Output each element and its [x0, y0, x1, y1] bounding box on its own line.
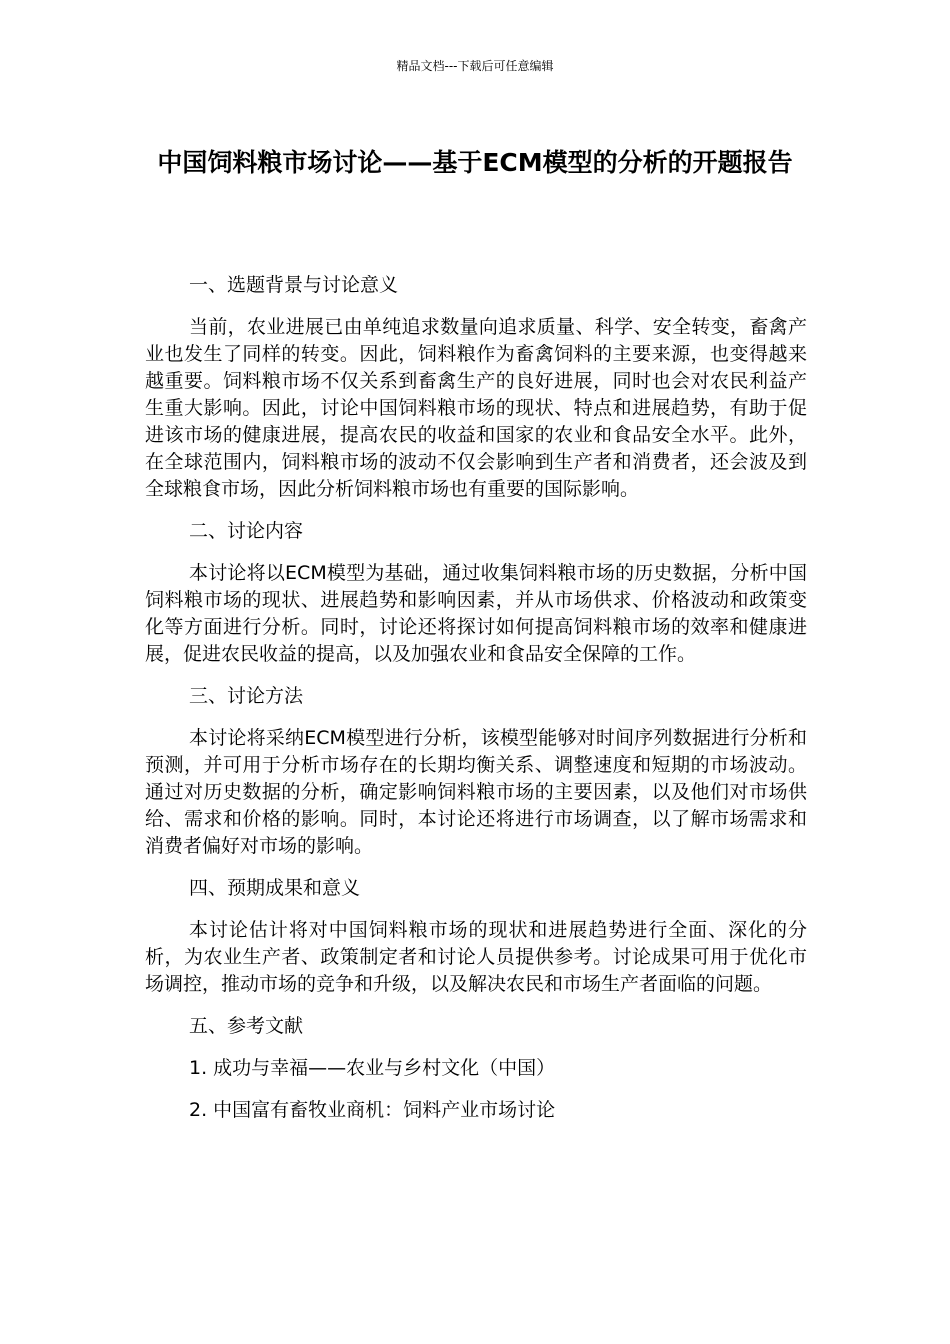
- section-paragraph-content: 本讨论将以ECM模型为基础，通过收集饲料粮市场的历史数据，分析中国饲料粮市场的现状、进展趋势和影响因素，并从市场供求、价格波动和政策变化等方面进行分析。同时，讨论还将探讨如何提高饲料粮市场的效率和健康进展，促进农民收益的提高，以及加强农业和食品安全保障的工作。: [145, 562, 807, 665]
- section-heading-references: 五、参考文献: [189, 1015, 304, 1037]
- section-paragraph-method: 本讨论将采纳ECM模型进行分析，该模型能够对时间序列数据进行分析和预测，并可用于分析市场存在的长期均衡关系、调整速度和短期的市场波动。通过对历史数据的分析，确定影响饲料粮市场的主要因素，以及他们对市场供给、需求和价格的影响。同时，本讨论还将进行市场调查，以了解市场需求和消费者偏好对市场的影响。: [145, 727, 807, 857]
- reference-item: 2. 中国富有畜牧业商机：饲料产业市场讨论: [189, 1099, 556, 1121]
- section-heading-content: 二、讨论内容: [189, 520, 304, 542]
- section-paragraph-outcomes: 本讨论估计将对中国饲料粮市场的现状和进展趋势进行全面、深化的分析，为农业生产者、政策制定者和讨论人员提供参考。讨论成果可用于优化市场调控，推动市场的竞争和升级，以及解决农民和市场生产者面临的问题。: [145, 919, 807, 995]
- page-header: 精品文档---下载后可任意编辑: [396, 59, 554, 73]
- section-heading-background: 一、选题背景与讨论意义: [189, 274, 399, 296]
- document-body: [145, 272, 807, 1139]
- section-paragraph-background: 当前，农业进展已由单纯追求数量向追求质量、科学、安全转变，畜禽产业也发生了同样的转变。因此，饲料粮作为畜禽饲料的主要来源，也变得越来越重要。饲料粮市场不仅关系到畜禽生产的良好进展，同时也会对农民利益产生重大影响。因此，讨论中国饲料粮市场的现状、特点和进展趋势，有助于促进该市场的健康进展，提高农民的收益和国家的农业和食品安全水平。此外，在全球范围内，饲料粮市场的波动不仅会影响到生产者和消费者，还会波及到全球粮食市场，因此分析饲料粮市场也有重要的国际影响。: [145, 316, 807, 500]
- reference-item: 1. 成功与幸福——农业与乡村文化（中国）: [189, 1057, 556, 1079]
- section-heading-method: 三、讨论方法: [189, 685, 304, 707]
- document-title: 中国饲料粮市场讨论——基于ECM模型的分析的开题报告: [157, 148, 793, 177]
- section-heading-outcomes: 四、预期成果和意义: [189, 877, 361, 899]
